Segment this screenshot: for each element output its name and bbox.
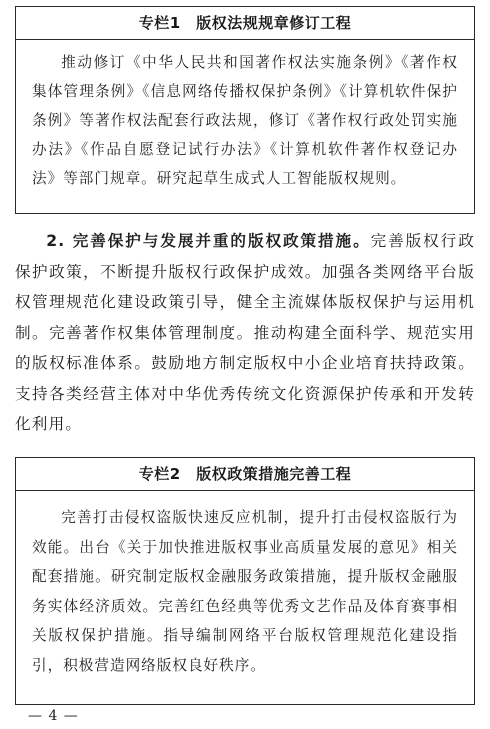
special-column-body-2: 完善打击侵权盗版快速反应机制，提升打击侵权盗版行为效能。出台《关于加快推进版权事业高质量发展的意见》相关配套措施。研究制定版权金融服务政策措施，提升版权金融服务实体经济质效。完善红色经典等优秀文艺作品及体育赛事相关版权保护措施。指导编制网络平台版权管理规范化建设指引，积极营造网络版权良好秩序。 (32, 509, 458, 674)
special-column-box-2 (15, 457, 475, 705)
paragraph-heading: 2. 完善保护与发展并重的版权政策措施。 (46, 232, 371, 250)
special-column-body-1: 推动修订《中华人民共和国著作权法实施条例》《著作权集体管理条例》《信息网络传播权保护条例》《计算机软件保护条例》等著作权法配套行政法规，修订《著作权行政处罚实施办法》《作品自愿登记试行办法》《计算机软件著作权登记办法》等部门规章。研究起草生成式人工智能版权规则。 (32, 54, 458, 187)
paragraph-text: 完善版权行政保护政策，不断提升版权行政保护成效。加强各类网络平台版权管理规范化建设政策引导，健全主流媒体版权保护与运用机制。完善著作权集体管理制度。推动构建全面科学、规范实用的版权标准体系。鼓励地方制定版权中小企业培育扶持政策。支持各类经营主体对中华优秀传统文化资源保护传承和开发转化利用。 (15, 232, 475, 433)
special-column-title-1: 专栏1 版权法规规章修订工程 (16, 7, 474, 40)
body-paragraph (15, 226, 475, 440)
special-column-box-1 (15, 6, 475, 214)
special-column-title-2: 专栏2 版权政策措施完善工程 (16, 458, 474, 491)
page-number: — 4 — (28, 708, 79, 724)
